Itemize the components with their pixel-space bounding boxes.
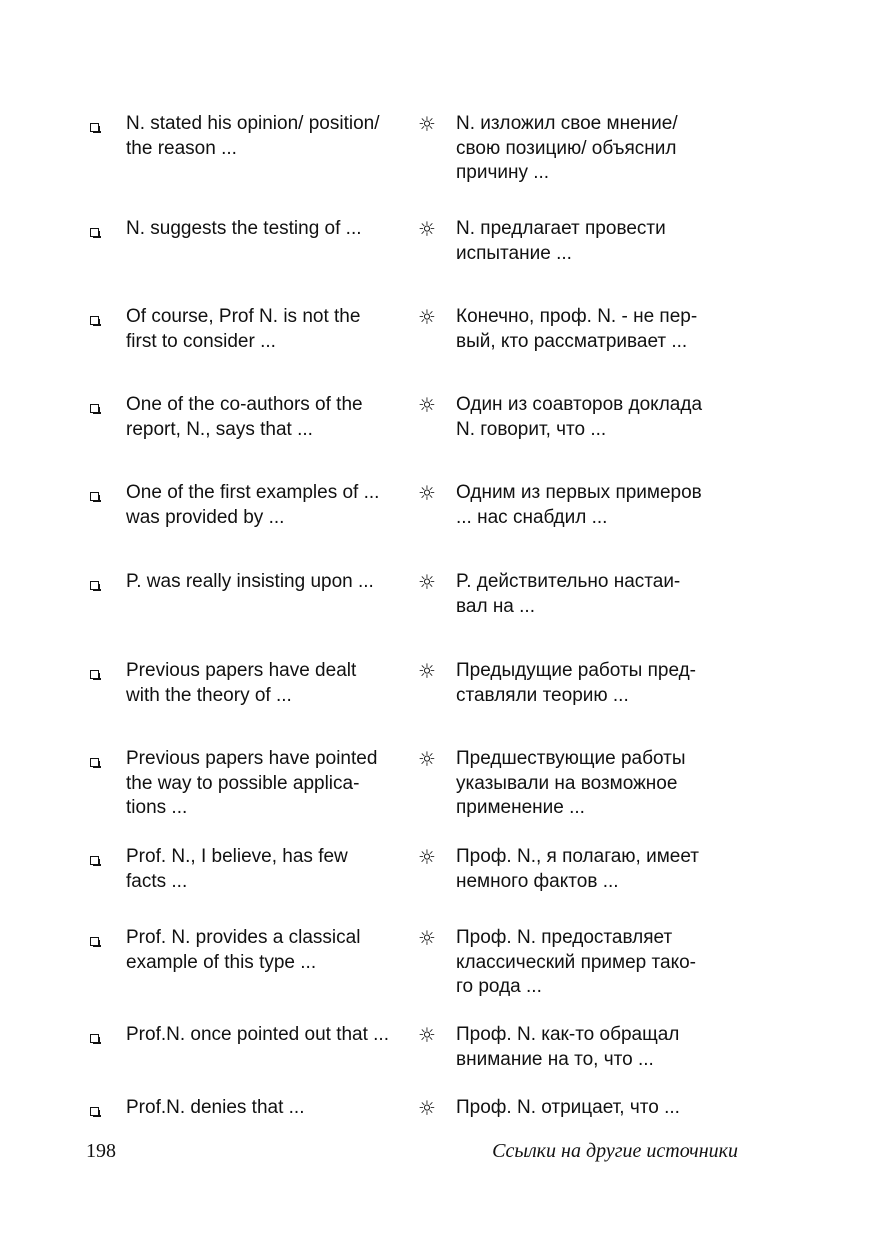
english-phrase: N. stated his opinion/ position/ the reason ... [126, 113, 380, 159]
english-phrase: Of course, Prof N. is not the first to consider ... [126, 306, 361, 352]
checkbox-square-icon [90, 123, 99, 132]
english-phrase: One of the co-authors of the report, N., says that ... [126, 394, 363, 440]
sun-icon: ☼ [418, 1023, 436, 1047]
english-phrase: Prof. N., I believe, has few facts ... [126, 846, 348, 892]
russian-phrase: Проф. N. предоставляет классический пример тако- го рода ... [456, 927, 696, 997]
english-phrase: Previous papers have dealt with the theory of ... [126, 660, 357, 706]
russian-phrase: Проф. N., я полагаю, имеет немного фактов ... [456, 846, 699, 892]
russian-phrase: Конечно, проф. N. - не пер- вый, кто рассматривает ... [456, 306, 698, 352]
sun-icon: ☼ [418, 1096, 436, 1120]
sun-icon: ☼ [418, 845, 436, 869]
checkbox-square-icon [90, 670, 99, 679]
sun-icon: ☼ [418, 481, 436, 505]
english-phrase: Previous papers have pointed the way to possible applica- tions ... [126, 748, 378, 818]
sun-icon: ☼ [418, 747, 436, 771]
running-footer-title: Ссылки на другие источники [492, 1140, 738, 1162]
checkbox-square-icon [90, 492, 99, 501]
english-phrase: P. was really insisting upon ... [126, 571, 374, 592]
english-phrase: N. suggests the testing of ... [126, 218, 362, 239]
english-phrase: Prof.N. once pointed out that ... [126, 1024, 389, 1045]
russian-phrase: Одним из первых примеров ... нас снабдил ... [456, 482, 702, 528]
sun-icon: ☼ [418, 112, 436, 136]
checkbox-square-icon [90, 856, 99, 865]
russian-phrase: Предшествующие работы указывали на возможное применение ... [456, 748, 686, 818]
russian-phrase: Предыдущие работы пред- ставляли теорию ... [456, 660, 697, 706]
russian-phrase: N. изложил свое мнение/ свою позицию/ объяснил причину ... [456, 113, 678, 183]
russian-phrase: N. предлагает провести испытание ... [456, 218, 666, 264]
english-phrase: Prof. N. provides a classical example of this type ... [126, 927, 361, 973]
russian-phrase: Проф. N. отрицает, что ... [456, 1097, 680, 1118]
sun-icon: ☼ [418, 217, 436, 241]
page-number: 198 [86, 1140, 116, 1162]
russian-phrase: Один из соавторов доклада N. говорит, что ... [456, 394, 703, 440]
sun-icon: ☼ [418, 659, 436, 683]
sun-icon: ☼ [418, 570, 436, 594]
checkbox-square-icon [90, 404, 99, 413]
sun-icon: ☼ [418, 926, 436, 950]
checkbox-square-icon [90, 581, 99, 590]
checkbox-square-icon [90, 228, 99, 237]
russian-phrase: Проф. N. как-то обращал внимание на то, что ... [456, 1024, 680, 1070]
russian-phrase: P. действительно настаи- вал на ... [456, 571, 681, 617]
sun-icon: ☼ [418, 393, 436, 417]
checkbox-square-icon [90, 1107, 99, 1116]
english-phrase: One of the first examples of ... was provided by ... [126, 482, 380, 528]
checkbox-square-icon [90, 937, 99, 946]
checkbox-square-icon [90, 758, 99, 767]
english-phrase: Prof.N. denies that ... [126, 1097, 305, 1118]
checkbox-square-icon [90, 316, 99, 325]
checkbox-square-icon [90, 1034, 99, 1043]
sun-icon: ☼ [418, 305, 436, 329]
